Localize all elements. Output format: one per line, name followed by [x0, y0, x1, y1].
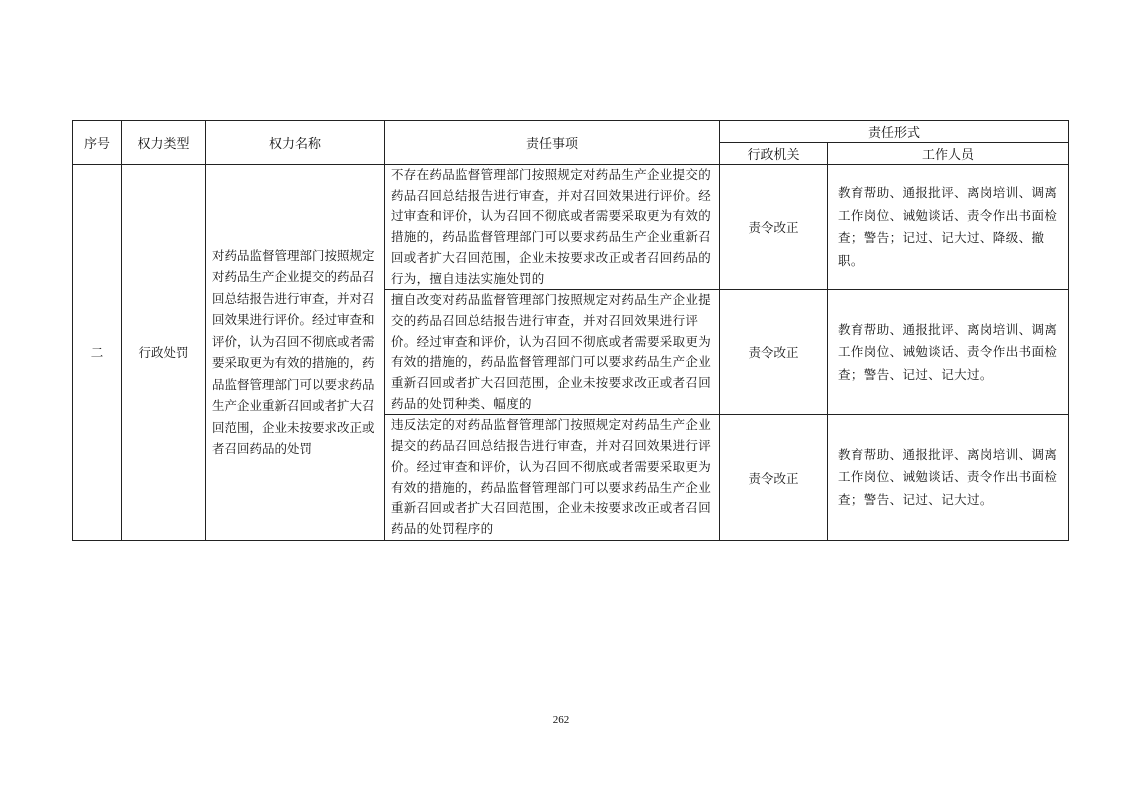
duty-item-3: 违反法定的对药品监督管理部门按照规定对药品生产企业提交的药品召回总结报告进行审查，并对召回效果进行评价。经过审查和评价，认为召回不彻底或者需要采取更为有效的措施的，药品监督管理部门可以要求药品生产企业重新召回或者扩大召回范围，企业未按要求改正或者召回药品的处罚程序的	[385, 415, 720, 540]
header-responsibility-form: 责任形式	[720, 121, 1069, 143]
staff-measure-1: 教育帮助、通报批评、离岗培训、调离工作岗位、诫勉谈话、责令作出书面检查；警告；记过、记大过、降级、撤职。	[828, 165, 1069, 290]
page-number: 262	[552, 714, 570, 726]
header-admin-org: 行政机关	[720, 143, 828, 165]
duty-item-1: 不存在药品监督管理部门按照规定对药品生产企业提交的药品召回总结报告进行审查，并对召回效果进行评价。经过审查和评价，认为召回不彻底或者需要采取更为有效的措施的，药品监督管理部门可以要求药品生产企业重新召回或者扩大召回范围，企业未按要求改正或者召回药品的行为，擅自违法实施处罚的	[385, 165, 720, 290]
staff-measure-3: 教育帮助、通报批评、离岗培训、调离工作岗位、诫勉谈话、责令作出书面检查；警告、记过、记大过。	[828, 415, 1069, 540]
responsibility-table	[72, 120, 1069, 541]
staff-measure-2: 教育帮助、通报批评、离岗培训、调离工作岗位、诫勉谈话、责令作出书面检查；警告、记过、记大过。	[828, 290, 1069, 415]
header-seq: 序号	[73, 121, 122, 165]
duty-item-2: 擅自改变对药品监督管理部门按照规定对药品生产企业提交的药品召回总结报告进行审查，并对召回效果进行评价。经过审查和评价，认为召回不彻底或者需要采取更为有效的措施的，药品监督管理部门可以要求药品生产企业重新召回或者扩大召回范围，企业未按要求改正或者召回药品的处罚种类、幅度的	[385, 290, 720, 415]
admin-measure-3: 责令改正	[720, 415, 828, 540]
admin-measure-2: 责令改正	[720, 290, 828, 415]
header-power-type: 权力类型	[122, 121, 206, 165]
admin-measure-1: 责令改正	[720, 165, 828, 290]
row-seq: 二	[73, 165, 122, 541]
header-staff: 工作人员	[828, 143, 1069, 165]
row-power-type: 行政处罚	[122, 165, 206, 541]
row-power-name: 对药品监督管理部门按照规定对药品生产企业提交的药品召回总结报告进行审查，并对召回效果进行评价。经过审查和评价，认为召回不彻底或者需要采取更为有效的措施的，药品监督管理部门可以要求药品生产企业重新召回或者扩大召回范围，企业未按要求改正或者召回药品的处罚	[206, 165, 385, 541]
table-row	[73, 165, 1069, 290]
header-duty: 责任事项	[385, 121, 720, 165]
header-power-name: 权力名称	[206, 121, 385, 165]
